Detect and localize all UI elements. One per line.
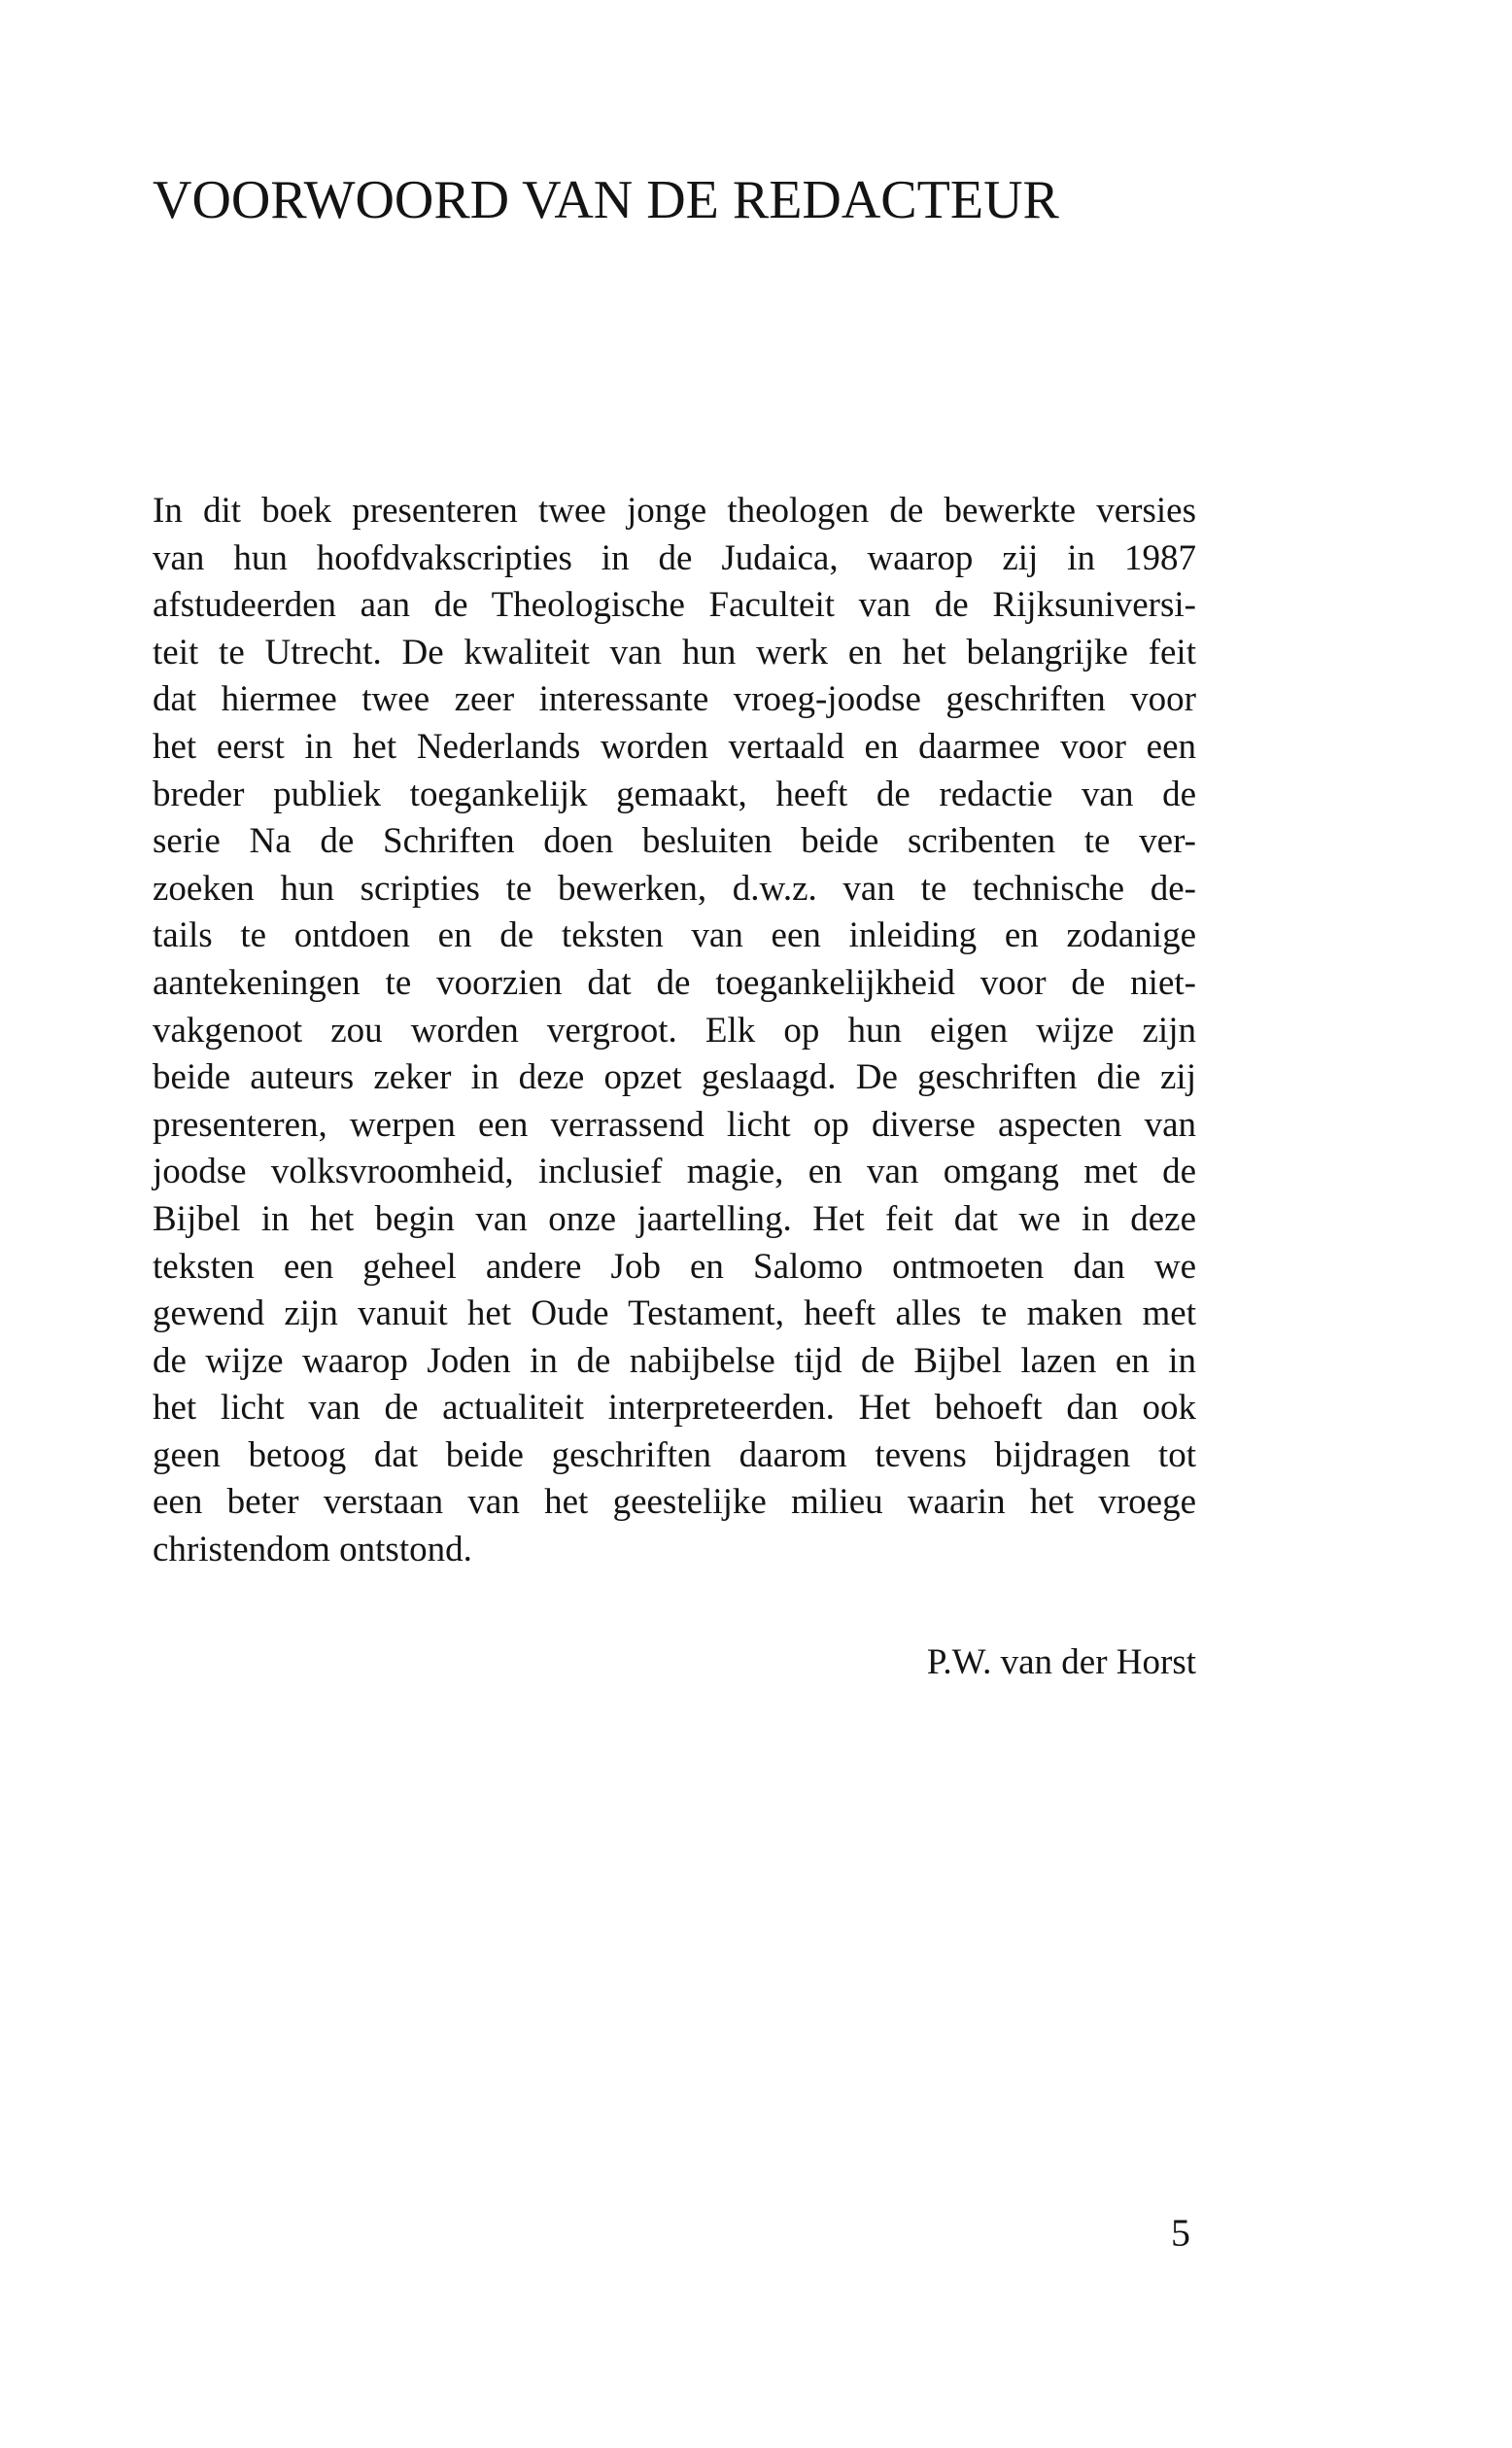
text-line: een beter verstaan van het geestelijke milieu waarin het vroege xyxy=(153,1482,1196,1523)
text-line: In dit boek presenteren twee jonge theologen de bewerkte versies xyxy=(153,491,1196,531)
text-line: dat hiermee twee zeer interessante vroeg-joodse geschriften voor xyxy=(153,679,1196,720)
text-line: presenteren, werpen een verrassend licht op diverse aspecten van xyxy=(153,1104,1196,1145)
text-line: teit te Utrecht. De kwaliteit van hun werk en het belangrijke feit xyxy=(153,632,1196,672)
text-line: joodse volksvroomheid, inclusief magie, en van omgang met de xyxy=(153,1152,1196,1192)
signature: P.W. van der Horst xyxy=(926,1642,1196,1682)
text-line: beide auteurs zeker in deze opzet geslaagd. De geschriften die zij xyxy=(153,1057,1196,1098)
text-line: geen betoog dat beide geschriften daarom tevens bijdragen tot xyxy=(153,1434,1196,1475)
text-line: afstudeerden aan de Theologische Faculteit van de Rijksuniversi- xyxy=(153,585,1196,626)
text-line: het eerst in het Nederlands worden vertaald en daarmee voor een xyxy=(153,726,1196,767)
text-line: gewend zijn vanuit het Oude Testament, heeft alles te maken met xyxy=(153,1293,1196,1334)
body-paragraph xyxy=(153,488,1196,1574)
text-line: aantekeningen te voorzien dat de toegankelijkheid voor de niet- xyxy=(153,962,1196,1003)
text-line: het licht van de actualiteit interpreteerden. Het behoeft dan ook xyxy=(153,1388,1196,1429)
text-line: serie Na de Schriften doen besluiten beide scribenten te ver- xyxy=(153,821,1196,862)
page-title: VOORWOORD VAN DE REDACTEUR xyxy=(153,170,1059,230)
text-line: zoeken hun scripties te bewerken, d.w.z. van te technische de- xyxy=(153,868,1196,909)
text-line: van hun hoofdvakscripties in de Judaica, waarop zij in 1987 xyxy=(153,537,1196,578)
text-line: breder publiek toegankelijk gemaakt, heeft de redactie van de xyxy=(153,774,1196,814)
text-line: Bijbel in het begin van onze jaartelling. Het feit dat we in deze xyxy=(153,1198,1196,1239)
text-line: christendom ontstond. xyxy=(153,1530,472,1570)
text-line: teksten een geheel andere Job en Salomo ontmoeten dan we xyxy=(153,1246,1196,1287)
text-line: vakgenoot zou worden vergroot. Elk op hun eigen wijze zijn xyxy=(153,1010,1196,1051)
page-number: 5 xyxy=(1171,2211,1190,2255)
text-line: de wijze waarop Joden in de nabijbelse tijd de Bijbel lazen en in xyxy=(153,1340,1196,1381)
text-line: tails te ontdoen en de teksten van een inleiding en zodanige xyxy=(153,915,1196,956)
